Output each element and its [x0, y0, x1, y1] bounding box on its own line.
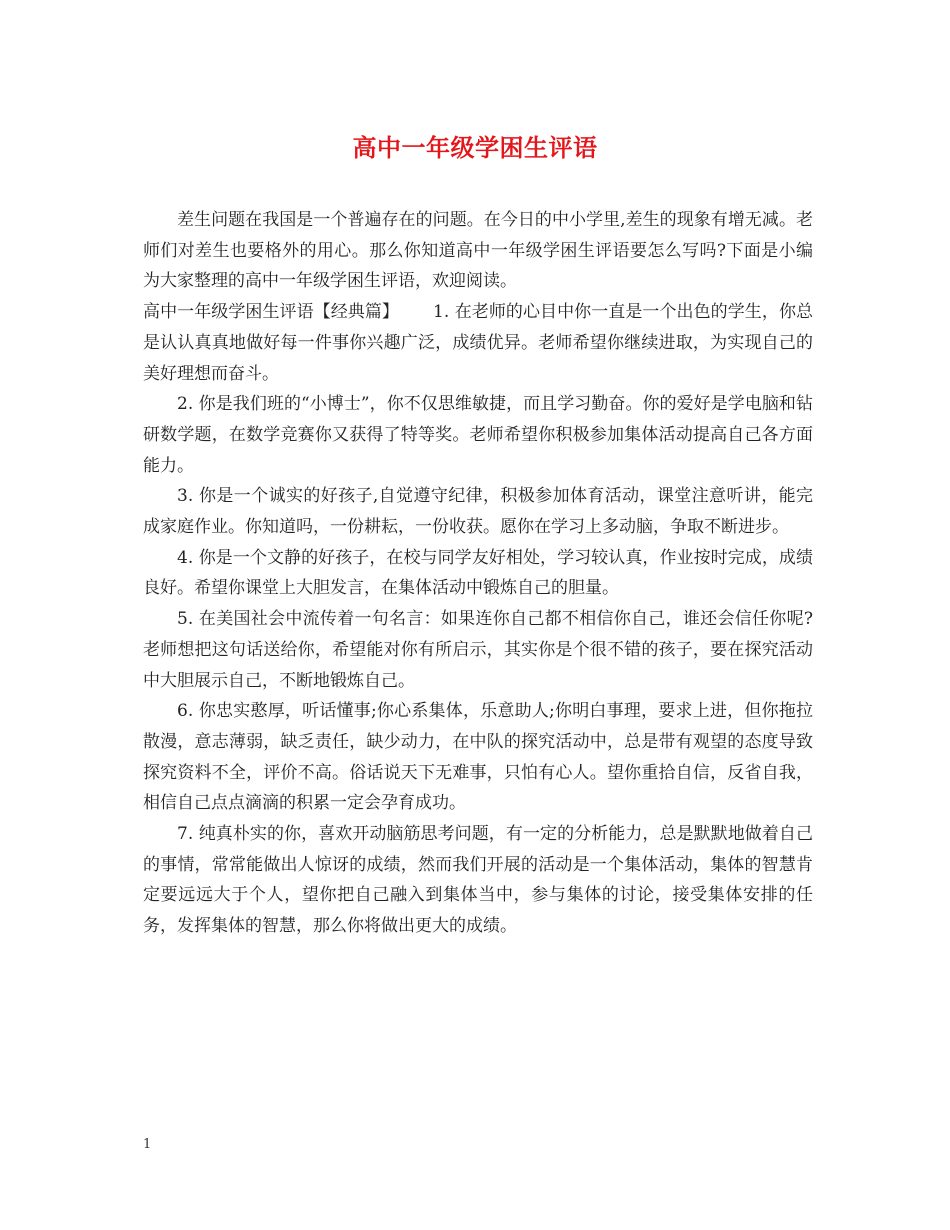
page-title: 高中一年级学困生评语	[352, 133, 598, 162]
page-number: 1	[143, 1137, 152, 1152]
comment-item-6: 6. 你忠实憨厚，听话懂事;你心系集体，乐意助人;你明白事理，要求上进，但你拖拉散漫，意志薄弱，缺乏责任，缺少动力，在中队的探究活动中，总是带有观望的态度导致探究资料不全，评价不高。俗话说天下无难事，只怕有心人。望你重拾自信，反省自我，相信自己点点滴滴的积累一定会孕育成功。	[143, 701, 813, 814]
section-paragraph-1	[143, 297, 813, 389]
comment-item-2: 2. 你是我们班的“小博士”，你不仅思维敏捷，而且学习勤奋。你的爱好是学电脑和钻研数学题，在数学竞赛你又获得了特等奖。老师希望你积极参加集体活动提高自己各方面能力。	[143, 394, 813, 476]
comment-item-4: 4. 你是一个文静的好孩子，在校与同学友好相处，学习较认真，作业按时完成，成绩良好。希望你课堂上大胆发言，在集体活动中锻炼自己的胆量。	[143, 547, 813, 599]
comment-item-3: 3. 你是一个诚实的好孩子,自觉遵守纪律，积极参加体育活动，课堂注意听讲，能完成家庭作业。你知道吗，一份耕耘，一份收获。愿你在学习上多动脑，争取不断进步。	[143, 486, 813, 538]
comment-item-5: 5. 在美国社会中流传着一句名言：如果连你自己都不相信你自己，谁还会信任你呢?老师想把这句话送给你，希望能对你有所启示，其实你是个很不错的孩子，要在探究活动中大胆展示自己，不断地锻炼自己。	[143, 609, 813, 691]
section-heading: 高中一年级学困生评语【经典篇】	[143, 302, 399, 323]
intro-paragraph: 差生问题在我国是一个普遍存在的问题。在今日的中小学里,差生的现象有增无减。老师们对差生也要格外的用心。那么你知道高中一年级学困生评语要怎么写吗?下面是小编为大家整理的高中一年级学困生评语，欢迎阅读。	[143, 210, 813, 292]
comment-item-7: 7. 纯真朴实的你，喜欢开动脑筋思考问题，有一定的分析能力，总是默默地做着自己的事情，常常能做出人惊讶的成绩，然而我们开展的活动是一个集体活动，集体的智慧肯定要远远大于个人，望你把自己融入到集体当中，参与集体的讨论，接受集体安排的任务，发挥集体的智慧，那么你将做出更大的成绩。	[143, 824, 813, 937]
comment-item-1: 1. 在老师的心目中你一直是一个出色的学生，你总是认认真真地做好每一件事你兴趣广泛，成绩优异。老师希望你继续进取，为实现自己的美好理想而奋斗。	[143, 302, 814, 384]
document-body	[143, 205, 813, 942]
